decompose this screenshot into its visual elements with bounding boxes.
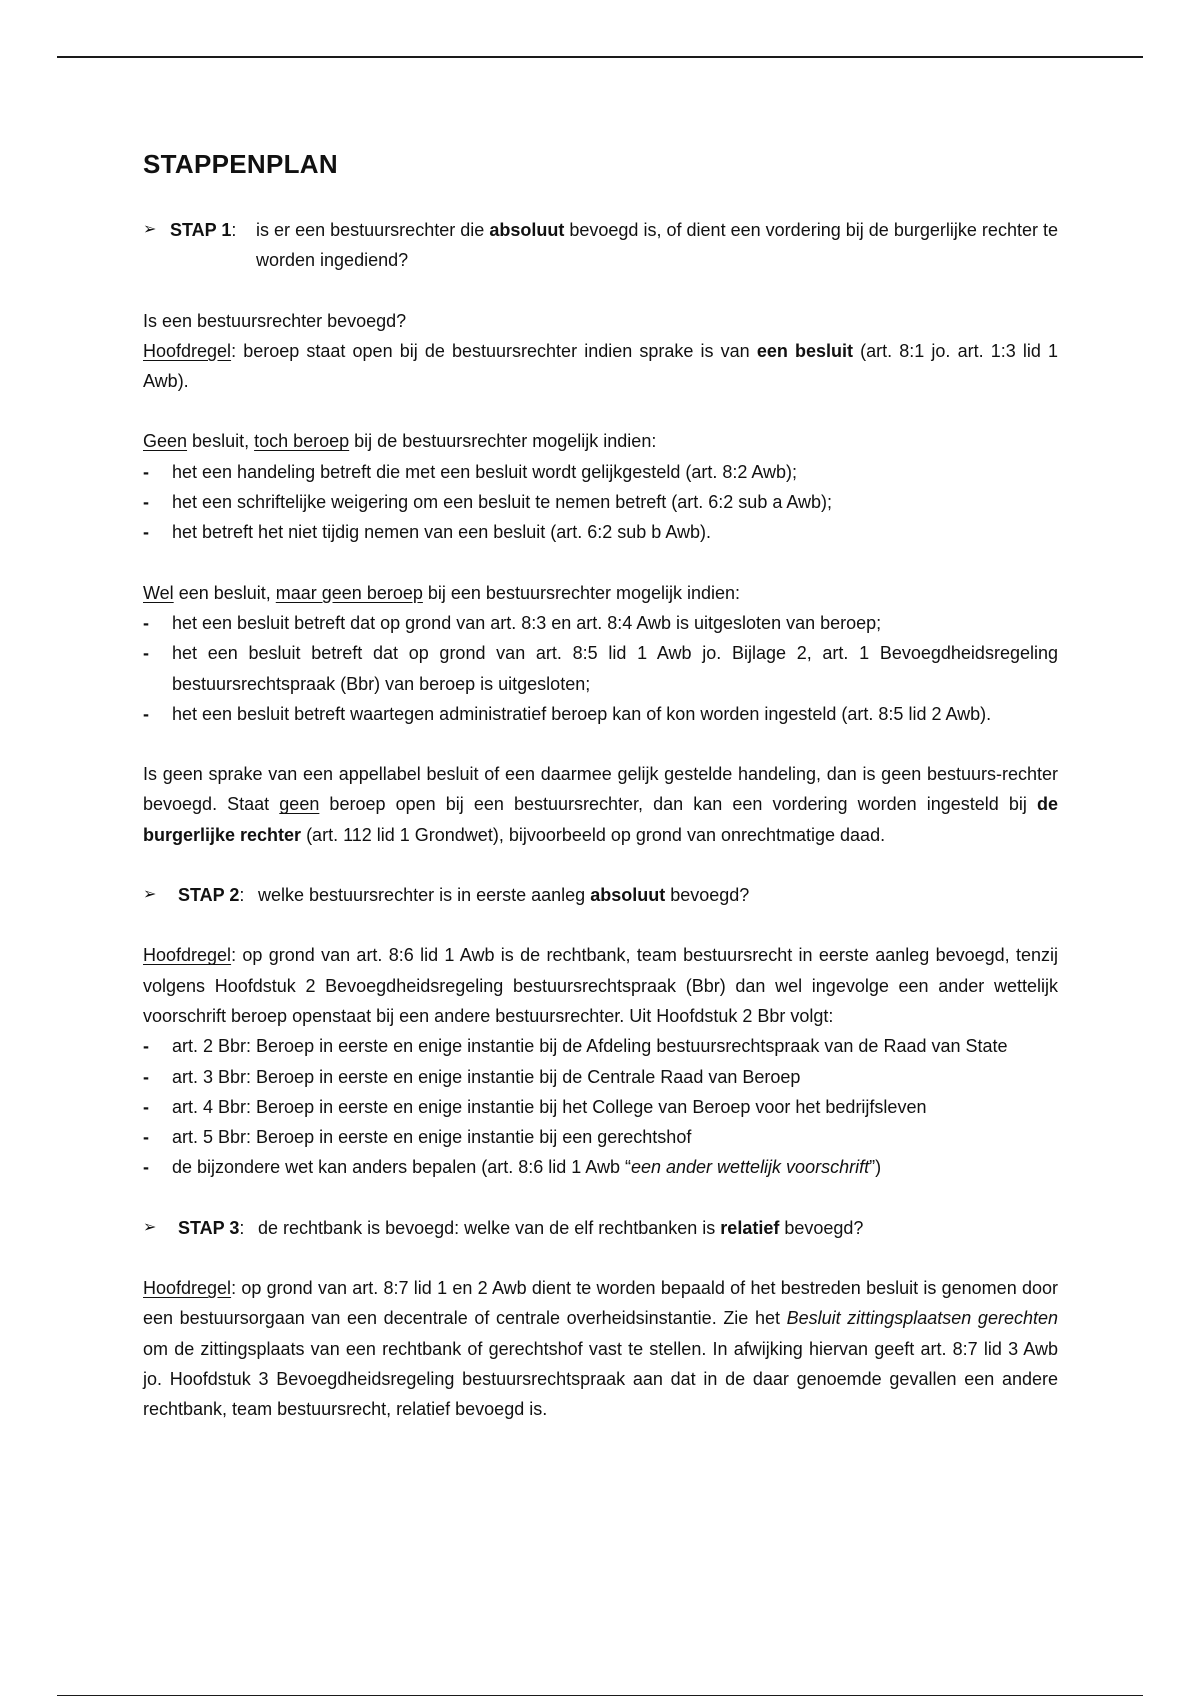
list-item: - art. 5 Bbr: Beroep in eerste en enige instantie bij een gerechtshof [143,1122,1058,1152]
geen-besluit-list [143,457,1058,548]
wel-besluit-list [143,608,1058,729]
stap-1-conclusion: Is geen sprake van een appellabel besluit of een daarmee gelijk gestelde handeling, dan is geen bestuurs-rechter bevoegd. Staat geen beroep open bij een bestuursrechter, dan kan een vordering worden ingesteld bij de burgerlijke rechter (art. 112 lid 1 Grondwet), bijvoorbeeld op grond van onrechtmatige daad. [143,764,1059,845]
list-item: - het betreft het niet tijdig nemen van een besluit (art. 6:2 sub b Awb). [143,517,1058,547]
header-rule [57,56,1143,58]
stap-3-hoofdregel: Hoofdregel: op grond van art. 8:7 lid 1 en 2 Awb dient te worden bepaald of het bestreden besluit is genomen door een bestuursorgaan van een decentrale of centrale overheidsinstantie. Zie het Besluit zittingsplaatsen gerechten om de zittingsplaats van een rechtbank of gerechtshof vast te stellen. In afwijking hiervan geeft art. 8:7 lid 3 Awb jo. Hoofdstuk 3 Bevoegdheidsregeling bestuursrechtspraak aan dat in de daar genoemde gevallen een andere rechtbank, team bestuursrecht, relatief bevoegd is. [143,1278,1058,1420]
list-item: - art. 4 Bbr: Beroep in eerste en enige instantie bij het College van Beroep voor het bedrijfsleven [143,1092,1058,1122]
list-item: - het een handeling betreft die met een besluit wordt gelijkgesteld (art. 8:2 Awb); [143,457,1058,487]
list-item: - het een besluit betreft waartegen administratief beroep kan of kon worden ingesteld (art. 8:5 lid 2 Awb). [143,699,1058,729]
stap-1-hoofdregel: Hoofdregel: beroep staat open bij de bestuursrechter indien sprake is van een besluit (art. 8:1 jo. art. 1:3 lid 1 Awb). [143,340,1059,392]
arrow-bullet-icon: ➢ [143,1218,157,1236]
list-item: - art. 2 Bbr: Beroep in eerste en enige instantie bij de Afdeling bestuursrechtspraak van de Raad van State [143,1031,1058,1061]
stap-3-heading: ➢ STAP 3 : de rechtbank is bevoegd: welke van de elf rechtbanken is relatief bevoegd? [143,1213,1058,1243]
list-item: - het een besluit betreft dat op grond van art. 8:5 lid 1 Awb jo. Bijlage 2, art. 1 Bevoegdheidsregeling bestuursrechtspraak (Bbr) van beroep is uitgesloten; [143,638,1058,699]
page-title: STAPPENPLAN [143,149,338,179]
list-item: - art. 3 Bbr: Beroep in eerste en enige instantie bij de Centrale Raad van Beroep [143,1062,1058,1092]
footer-rule [57,1695,1143,1696]
stap-1-text: is er een bestuursrechter die absoluut bevoegd is, of dient een vordering bij de burgerlijke rechter te worden ingediend? [256,220,1059,271]
wel-besluit-intro: Wel een besluit, maar geen beroep bij een bestuursrechter mogelijk indien: [143,582,741,603]
geen-besluit-intro: Geen besluit, toch beroep bij de bestuursrechter mogelijk indien: [143,431,657,452]
stap-2-text: welke bestuursrechter is in eerste aanleg absoluut bevoegd? [258,885,750,906]
stap-1-label: STAP 1 [170,220,232,240]
document-body [143,146,1058,1425]
stap-2-hoofdregel: Hoofdregel: op grond van art. 8:6 lid 1 Awb is de rechtbank, team bestuursrecht in eerste aanleg bevoegd, tenzij volgens Hoofdstuk 2 Bevoegdheidsregeling bestuursrechtspraak (Bbr) dan wel ingevolge een ander wettelijk voorschrift beroep openstaat bij een andere bestuursrechter. Uit Hoofdstuk 2 Bbr volgt: [143,945,1058,1026]
list-item: - de bijzondere wet kan anders bepalen (art. 8:6 lid 1 Awb “een ander wettelijk voorschrift”) [143,1152,1058,1182]
stap-1-heading: ➢ STAP 1 : is er een bestuursrechter die absoluut bevoegd is, of dient een vordering bij de burgerlijke rechter te worden ingediend? [143,215,1058,276]
stap-1-question: Is een bestuursrechter bevoegd? [143,310,407,331]
arrow-bullet-icon: ➢ [143,886,157,904]
list-item: - het een besluit betreft dat op grond van art. 8:3 en art. 8:4 Awb is uitgesloten van beroep; [143,608,1058,638]
arrow-bullet-icon: ➢ [143,221,157,238]
list-item: - het een schriftelijke weigering om een besluit te nemen betreft (art. 6:2 sub a Awb); [143,487,1058,517]
stap-2-heading: ➢ STAP 2 : welke bestuursrechter is in eerste aanleg absoluut bevoegd? [143,880,1058,910]
stap-3-label: STAP 3 [178,1217,240,1238]
bbr-list [143,1031,1058,1182]
stap-2-label: STAP 2 [178,885,240,906]
stap-3-text: de rechtbank is bevoegd: welke van de elf rechtbanken is relatief bevoegd? [258,1217,864,1238]
